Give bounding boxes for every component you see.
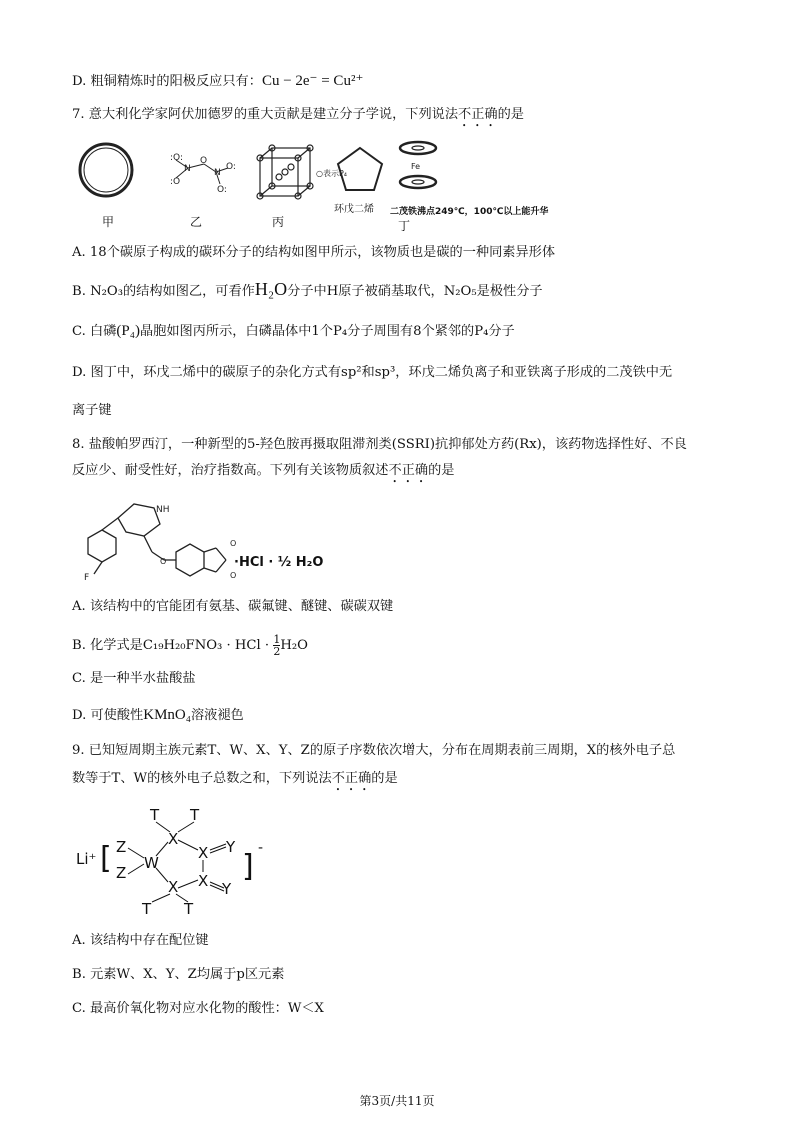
li-ion: Li⁺ <box>76 850 97 868</box>
p4-legend: ○表示P₄ <box>316 169 348 178</box>
q8-option-d: D. 可使酸性KMnO₄溶液褪色 <box>72 707 244 723</box>
caption-ferrocene: 二茂铁沸点249℃，100℃以上能升华 <box>390 207 549 217</box>
svg-text:[: [ <box>100 841 112 876</box>
p4-unit-cell <box>257 145 313 199</box>
svg-text:X: X <box>198 844 209 862</box>
q9-option-c: C. 最高价氧化物对应水化物的酸性：W＜X <box>72 1001 324 1016</box>
q7-option-b: B. N₂O₃的结构如图乙，可看作H₂O分子中H原子被硝基取代，N₂O₅是极性分子 <box>72 279 543 299</box>
q8-option-a: A. 该结构中的官能团有氨基、碳氟键、醚键、碳碳双键 <box>72 599 394 614</box>
question-7-stem: 7. 意大利化学家阿伏加德罗的重大贡献是建立分子学说，下列说法不正确的是 <box>72 107 524 122</box>
question-8-stem-2: 反应少、耐受性好，治疗指数高。下列有关该物质叙述不正确的是 <box>72 463 455 478</box>
paroxetine-structure <box>72 494 372 584</box>
q7-structures-svg <box>72 138 592 238</box>
svg-text:O: O <box>230 539 237 548</box>
question-7-figures <box>72 138 592 238</box>
hcl-hydrate-label: ·HCl · ½ H₂O <box>234 555 324 570</box>
svg-text:X: X <box>168 878 179 896</box>
svg-text::O: :O <box>170 177 181 187</box>
svg-text:O:: O: <box>217 185 227 195</box>
q7-option-d-line2: 离子键 <box>72 403 112 418</box>
svg-text:O: O <box>160 557 167 566</box>
carbon-ring-c18 <box>80 144 132 196</box>
svg-text:T: T <box>150 806 160 824</box>
charge-label: - <box>258 840 264 856</box>
q8-option-c: C. 是一种半水盐酸盐 <box>72 671 196 686</box>
q9-option-b: B. 元素W、X、Y、Z均属于p区元素 <box>72 967 285 982</box>
q7-option-c: C. 白磷(P₄)晶胞如图丙所示，白磷晶体中1个P₄分子周围有8个紧邻的P₄分子 <box>72 323 515 339</box>
svg-text:O:: O: <box>226 162 236 172</box>
caption-jia: 甲 <box>102 215 115 229</box>
q7-option-a: A. 18个碳原子构成的碳环分子的结构如图甲所示，该物质也是碳的一种同素异形体 <box>72 245 556 260</box>
svg-text:T: T <box>184 900 194 918</box>
svg-text:O: O <box>230 571 237 580</box>
q8-option-b: B. 化学式是C₁₉H₂₀FNO₃ · HCl · $\frac{1}{2}$ H₂O <box>72 633 308 658</box>
option-d-prev: D. 粗铜精炼时的阳极反应只有：Cu − 2e⁻ = Cu²⁺ <box>72 73 364 89</box>
svg-text:Y: Y <box>222 880 232 898</box>
svg-text:N: N <box>214 168 221 178</box>
question-9-stem-2: 数等于T、W的核外电子总数之和，下列说法不正确的是 <box>72 771 398 786</box>
caption-cyclopentadiene: 环戊二烯 <box>334 204 374 215</box>
q7-option-d-line1: D. 图丁中，环戊二烯中的碳原子的杂化方式有sp²和sp³，环戊二烯负离子和亚铁离子形成的二茂铁中无 <box>72 365 673 380</box>
caption-ding: 丁 <box>398 219 411 233</box>
svg-text:T: T <box>190 806 200 824</box>
svg-text:T: T <box>142 900 152 918</box>
q9-structure <box>72 802 292 920</box>
svg-text:X: X <box>198 872 209 890</box>
svg-text:N: N <box>184 164 191 174</box>
svg-text:Y: Y <box>226 838 236 856</box>
q9-structure-svg <box>72 802 292 920</box>
caption-bing: 丙 <box>272 215 285 229</box>
fe-label: Fe <box>411 162 421 171</box>
caption-yi: 乙 <box>190 215 203 229</box>
f-label: F <box>84 573 90 583</box>
nh-label: NH <box>156 505 170 515</box>
svg-text:W: W <box>144 854 159 872</box>
paroxetine-svg <box>72 494 372 584</box>
q9-option-a: A. 该结构中存在配位键 <box>72 933 209 948</box>
svg-text:O: O <box>200 156 208 166</box>
svg-text:Z: Z <box>116 838 127 856</box>
svg-text:]: ] <box>242 849 254 884</box>
question-8-stem-1: 8. 盐酸帕罗西汀，一种新型的5-羟色胺再摄取阻滞剂类(SSRI)抗抑郁处方药(Rx)，该药物选择性好、不良 <box>72 437 687 452</box>
svg-text:Z: Z <box>116 864 127 882</box>
page-footer: 第3页/共11页 <box>359 1094 435 1108</box>
svg-text::O:: :O: <box>170 153 183 163</box>
svg-text:X: X <box>168 830 179 848</box>
question-9-stem-1: 9. 已知短周期主族元素T、W、X、Y、Z的原子序数依次增大，分布在周期表前三周期，X的核外电子总 <box>72 743 676 758</box>
